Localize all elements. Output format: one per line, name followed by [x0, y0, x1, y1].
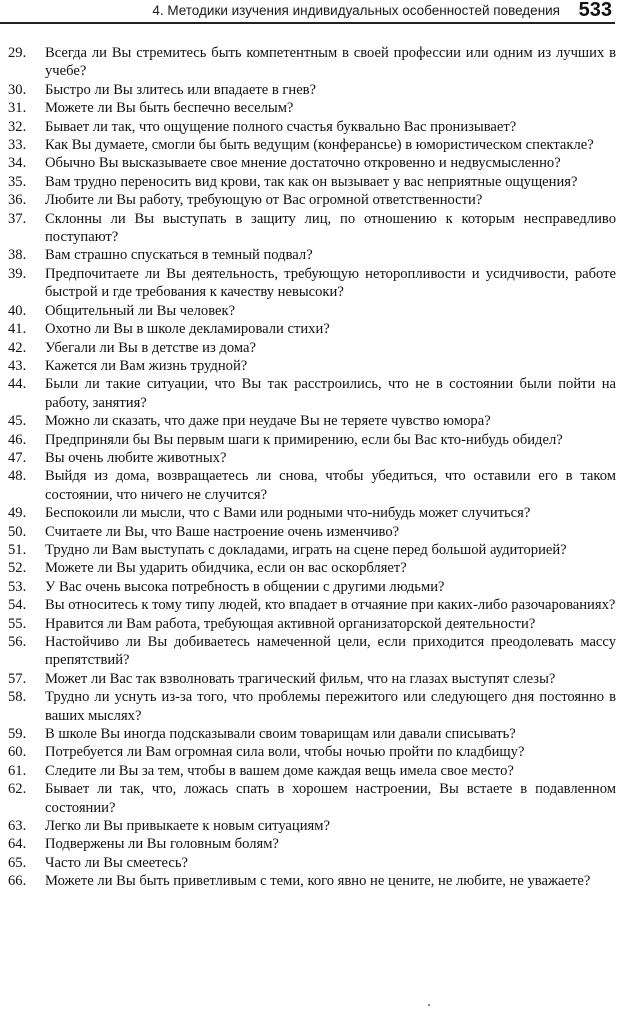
question-number: 36.	[8, 192, 27, 209]
question-item	[8, 559, 616, 577]
question-text: Общительный ли Вы человек?	[45, 302, 236, 319]
running-header	[0, 0, 620, 28]
question-text: Беспокоили ли мысли, что с Вами или родными что-нибудь может случиться?	[45, 505, 531, 522]
question-item	[8, 780, 616, 817]
question-number: 46.	[8, 431, 27, 448]
question-number: 55.	[8, 615, 27, 632]
question-text: Как Вы думаете, смогли бы быть ведущим (конферансье) в юмористическом спектакле?	[45, 137, 594, 154]
question-text: Можете ли Вы быть приветливым с теми, кого явно не цените, не любите, не уважаете?	[45, 873, 591, 890]
question-item	[8, 191, 616, 209]
question-number: 35.	[8, 173, 27, 190]
question-text: Любите ли Вы работу, требующую от Вас огромной ответственности?	[45, 192, 483, 209]
question-item	[8, 872, 616, 890]
question-item	[8, 523, 616, 541]
running-title: 4. Методики изучения индивидуальных особенностей поведения	[152, 3, 560, 18]
question-item	[8, 670, 616, 688]
question-text: Потребуется ли Вам огромная сила воли, чтобы ночью пройти по кладбищу?	[45, 744, 525, 761]
question-item	[8, 302, 616, 320]
question-number: 32.	[8, 118, 27, 135]
question-item	[8, 320, 616, 338]
question-text: Можно ли сказать, что даже при неудаче Вы не теряете чувство юмора?	[45, 413, 491, 430]
question-text: Следите ли Вы за тем, чтобы в вашем доме каждая вещь имела свое место?	[45, 762, 514, 779]
question-item	[8, 210, 616, 247]
question-text: Всегда ли Вы стремитесь быть компетентным в своей профессии или одним из лучших в учебе?	[45, 45, 616, 80]
question-item	[8, 412, 616, 430]
question-number: 47.	[8, 449, 27, 466]
question-item	[8, 81, 616, 99]
question-text: Убегали ли Вы в детстве из дома?	[45, 339, 256, 356]
question-item	[8, 504, 616, 522]
question-number: 48.	[8, 468, 27, 485]
question-number: 62.	[8, 781, 27, 798]
question-number: 66.	[8, 873, 27, 890]
question-item	[8, 854, 616, 872]
question-text: Можете ли Вы быть беспечно веселым?	[45, 100, 294, 117]
question-text: Вы относитесь к тому типу людей, кто впадает в отчаяние при каких-либо разочарованиях?	[45, 597, 616, 614]
question-item	[8, 467, 616, 504]
question-item	[8, 154, 616, 172]
question-item	[8, 449, 616, 467]
question-number: 64.	[8, 836, 27, 853]
print-speck	[428, 1004, 430, 1006]
question-text: Бывает ли так, что ощущение полного счастья буквально Вас пронизывает?	[45, 118, 517, 135]
question-number: 41.	[8, 321, 27, 338]
question-item	[8, 246, 616, 264]
question-item	[8, 835, 616, 853]
question-item	[8, 541, 616, 559]
question-text: Трудно ли Вам выступать с докладами, играть на сцене перед большой аудиторией?	[45, 541, 567, 558]
question-item	[8, 339, 616, 357]
question-text: Быстро ли Вы злитесь или впадаете в гнев?	[45, 81, 317, 98]
question-number: 60.	[8, 744, 27, 761]
question-text: Часто ли Вы смеетесь?	[45, 854, 188, 871]
question-number: 43.	[8, 357, 27, 374]
question-number: 53.	[8, 578, 27, 595]
question-item	[8, 375, 616, 412]
question-number: 52.	[8, 560, 27, 577]
question-item	[8, 431, 616, 449]
question-item	[8, 743, 616, 761]
question-text: Вам трудно переносить вид крови, так как он вызывает у вас неприятные ощущения?	[45, 173, 578, 190]
question-item	[8, 596, 616, 614]
question-text: В школе Вы иногда подсказывали своим товарищам или давали списывать?	[45, 726, 516, 743]
question-number: 45.	[8, 413, 27, 430]
question-item	[8, 44, 616, 81]
question-text: Кажется ли Вам жизнь трудной?	[45, 357, 248, 374]
question-number: 42.	[8, 339, 27, 356]
question-number: 30.	[8, 81, 27, 98]
question-number: 37.	[8, 210, 27, 227]
question-text: Предприняли бы Вы первым шаги к примирению, если бы Вас кто-нибудь обидел?	[45, 431, 563, 448]
question-number: 65.	[8, 854, 27, 871]
question-item	[8, 725, 616, 743]
question-text: Настойчиво ли Вы добиваетесь намеченной цели, если приходится преодолевать массу препятствий?	[45, 634, 616, 669]
question-number: 39.	[8, 265, 27, 282]
question-text: Подвержены ли Вы головным болям?	[45, 836, 279, 853]
question-text: Вам страшно спускаться в темный подвал?	[45, 247, 313, 264]
question-number: 38.	[8, 247, 27, 264]
question-item	[8, 265, 616, 302]
question-item	[8, 118, 616, 136]
question-number: 63.	[8, 818, 27, 835]
question-number: 49.	[8, 505, 27, 522]
question-number: 40.	[8, 302, 27, 319]
question-number: 51.	[8, 541, 27, 558]
question-text: Легко ли Вы привыкаете к новым ситуациям?	[45, 818, 330, 835]
question-text: У Вас очень высока потребность в общении с другими людьми?	[45, 578, 445, 595]
page-number: 533	[578, 0, 612, 21]
question-text: Можете ли Вы ударить обидчика, если он вас оскорбляет?	[45, 560, 407, 577]
question-item	[8, 817, 616, 835]
question-text: Предпочитаете ли Вы деятельность, требующую неторопливости и усидчивости, работе быстрой и где требования к качеству невысоки?	[45, 265, 616, 301]
question-text: Трудно ли уснуть из-за того, что проблемы пережитого или следующего дня постоянно в ваших мыслях?	[45, 689, 616, 724]
question-number: 57.	[8, 670, 27, 687]
question-text: Бывает ли так, что, ложась спать в хорошем настроении, Вы встаете в подавленном состоянии?	[45, 781, 616, 816]
question-number: 44.	[8, 376, 27, 393]
question-item	[8, 173, 616, 191]
question-text: Охотно ли Вы в школе декламировали стихи?	[45, 321, 330, 338]
question-number: 61.	[8, 762, 27, 779]
question-number: 56.	[8, 634, 27, 650]
question-text: Были ли такие ситуации, что Вы так расстроились, что не в состоянии были пойти на работу, занятия?	[45, 376, 616, 411]
question-list	[8, 44, 616, 891]
question-item	[8, 633, 616, 670]
question-text: Обычно Вы высказываете свое мнение достаточно откровенно и недвусмысленно?	[45, 155, 561, 172]
header-rule	[0, 22, 615, 24]
question-item	[8, 578, 616, 596]
question-item	[8, 99, 616, 117]
question-number: 58.	[8, 689, 27, 706]
question-number: 33.	[8, 137, 27, 154]
question-number: 50.	[8, 523, 27, 540]
question-item	[8, 136, 616, 154]
question-number: 34.	[8, 155, 27, 172]
question-text: Нравится ли Вам работа, требующая активной организаторской деятельности?	[45, 615, 536, 632]
question-text: Вы очень любите животных?	[45, 449, 227, 466]
question-text: Считаете ли Вы, что Ваше настроение очень изменчиво?	[45, 523, 400, 540]
question-text: Выйдя из дома, возвращаетесь ли снова, чтобы убедиться, что оставили его в таком состоянии, что ничего не случится?	[45, 468, 616, 503]
question-number: 31.	[8, 100, 27, 117]
question-item	[8, 688, 616, 725]
question-item	[8, 615, 616, 633]
question-number: 29.	[8, 45, 27, 61]
question-item	[8, 762, 616, 780]
question-text: Склонны ли Вы выступать в защиту лиц, по отношению к которым несправедливо поступают?	[45, 210, 616, 246]
question-text: Может ли Вас так взволновать трагический фильм, что на глазах выступят слезы?	[45, 670, 556, 687]
question-item	[8, 357, 616, 375]
question-number: 59.	[8, 726, 27, 743]
question-number: 54.	[8, 597, 27, 614]
